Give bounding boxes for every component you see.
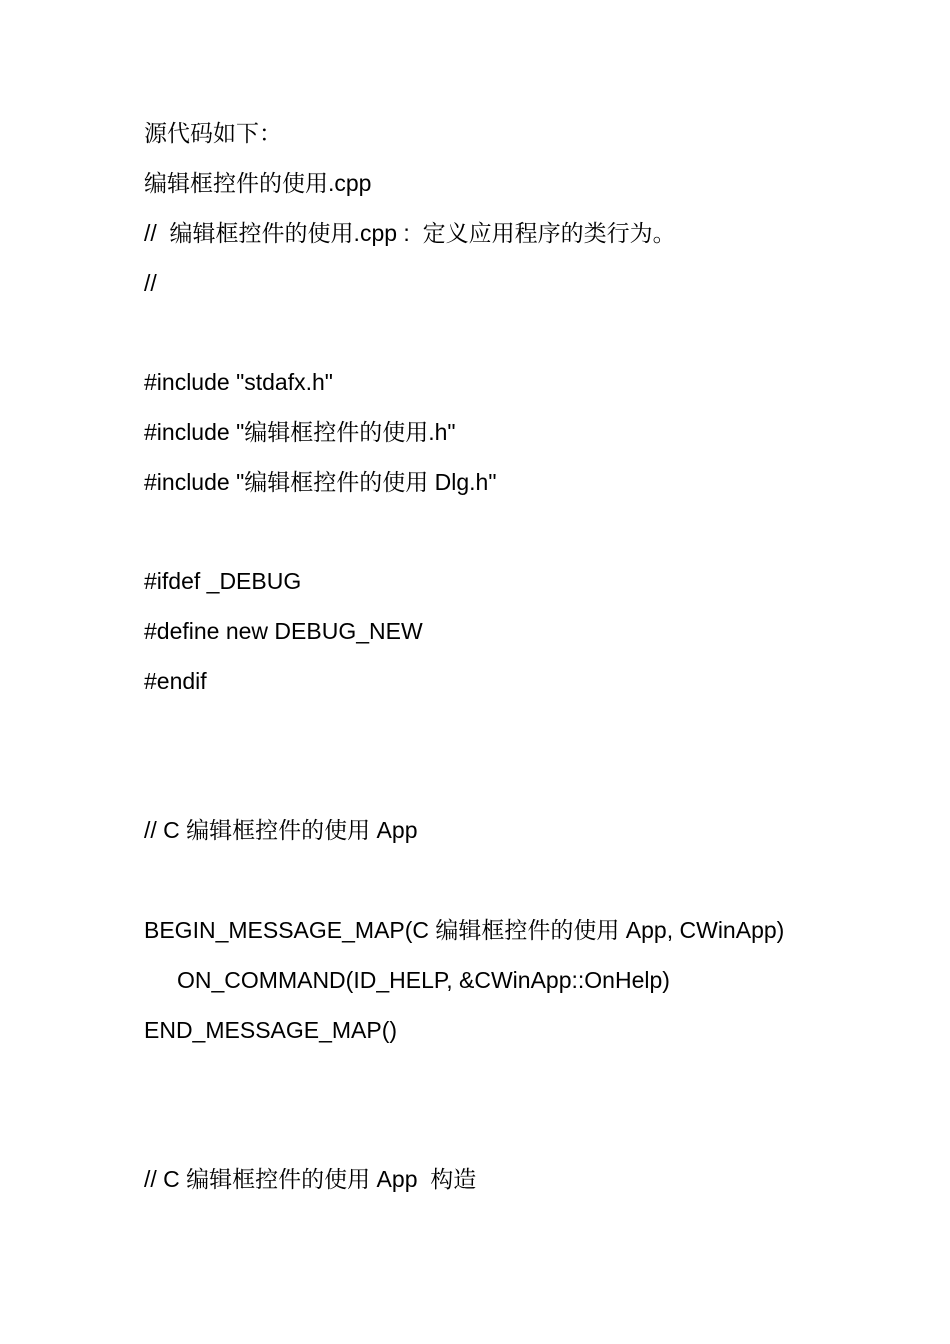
code-line: BEGIN_MESSAGE_MAP(C 编辑框控件的使用 App, CWinApp) (144, 917, 785, 943)
code-include-line: #include "编辑框控件的使用.h" (144, 419, 456, 445)
code-comment-line: // C 编辑框控件的使用 App (144, 817, 418, 843)
code-comment-line: // 编辑框控件的使用.cpp : 定义应用程序的类行为。 (144, 220, 676, 246)
file-title: 编辑框控件的使用.cpp (144, 170, 372, 196)
code-line: ON_COMMAND(ID_HELP, &CWinApp::OnHelp) (177, 967, 670, 993)
code-include-line: #include "stdafx.h" (144, 369, 333, 395)
code-preprocessor-line: #endif (144, 668, 207, 694)
code-include-line: #include "编辑框控件的使用 Dlg.h" (144, 469, 497, 495)
code-comment-line: // C 编辑框控件的使用 App 构造 (144, 1166, 477, 1192)
code-comment-line: // (144, 270, 157, 296)
code-preprocessor-line: #define new DEBUG_NEW (144, 618, 423, 644)
intro-text: 源代码如下： (144, 120, 282, 146)
code-line: END_MESSAGE_MAP() (144, 1017, 398, 1043)
code-preprocessor-line: #ifdef _DEBUG (144, 568, 302, 594)
